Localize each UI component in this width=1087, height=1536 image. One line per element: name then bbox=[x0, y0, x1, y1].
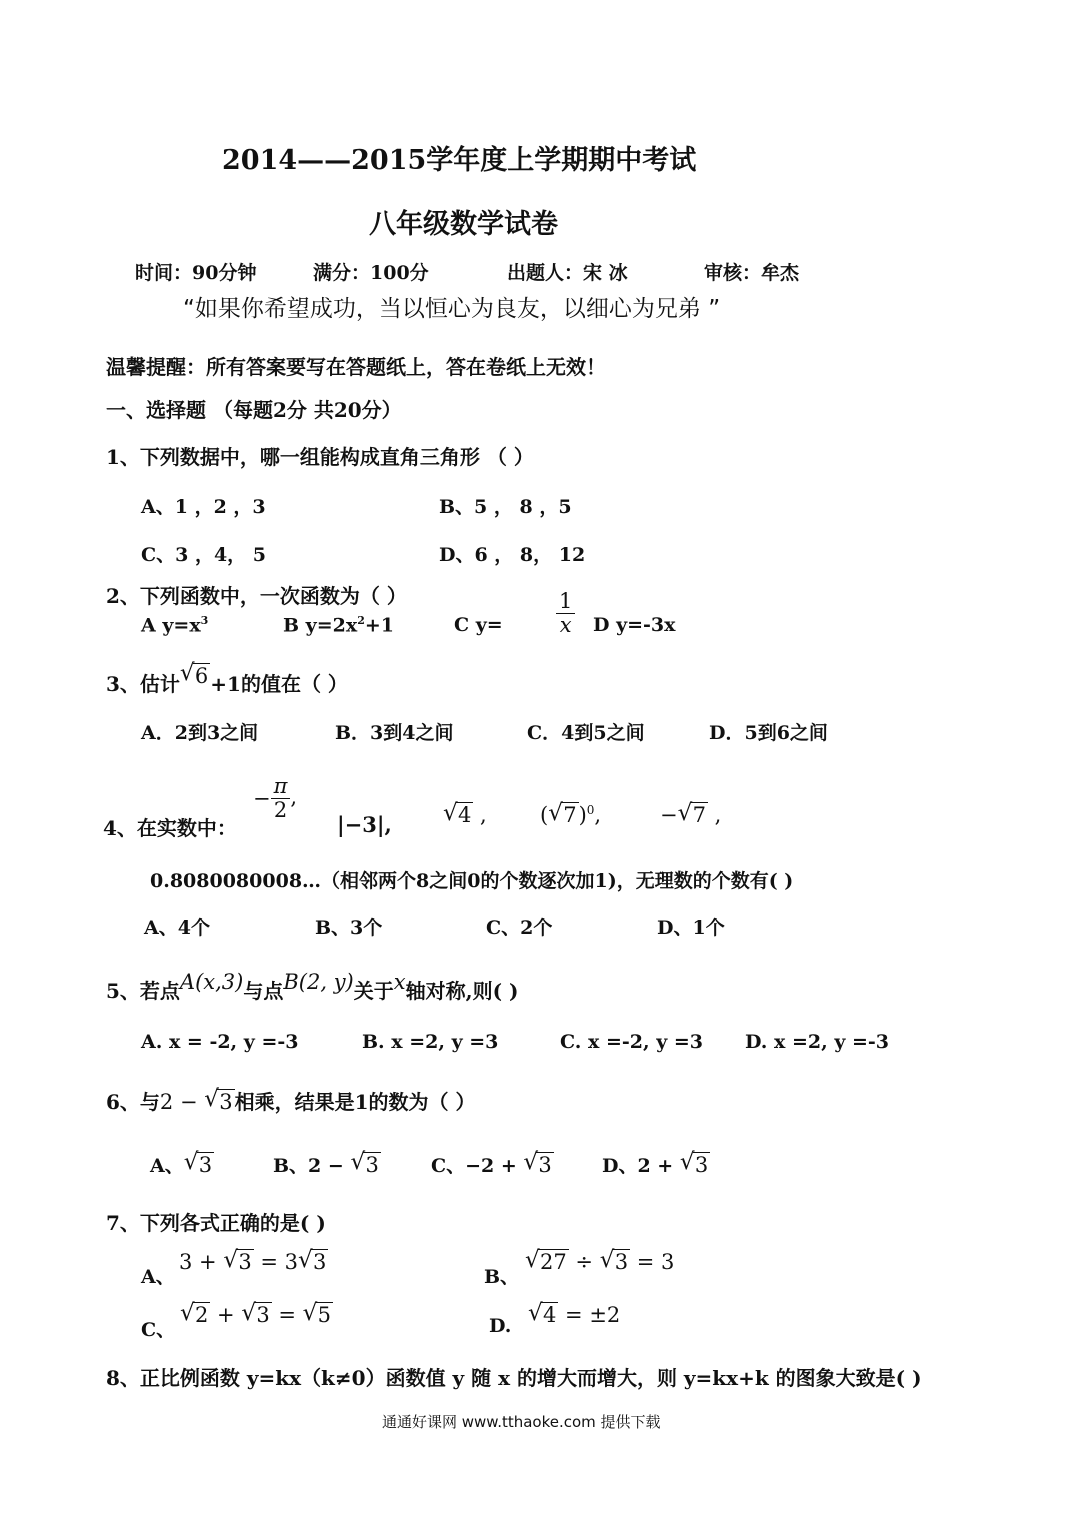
q1-option-a: A、1 ，2 ，3 bbox=[141, 496, 266, 518]
exam-title: 2014——2015学年度上学期期中考试 bbox=[222, 145, 697, 176]
q5-option-c: C. x =-2, y =3 bbox=[560, 1031, 704, 1053]
q2-option-b: B $y=2x^2+1$ bbox=[283, 614, 394, 637]
q7-option-a-label: A、 bbox=[141, 1266, 175, 1288]
exam-author: 出题人：宋 冰 bbox=[507, 262, 628, 284]
q4-sqrt7-power0: (√ 7)$^0$, bbox=[540, 803, 601, 827]
question-2-stem: 2、下列函数中，一次函数为（ ） bbox=[106, 584, 407, 608]
q2-option-a: A $y=x^3$ bbox=[141, 614, 209, 637]
exam-score: 满分：100分 bbox=[313, 262, 429, 284]
q1-option-b: B、5 ， 8 ，5 bbox=[439, 496, 572, 518]
question-6-stem: 6、与2 − √ 3 相乘，结果是1的数为（ ） bbox=[106, 1086, 476, 1115]
q1-option-c: C、3 ，4， 5 bbox=[141, 544, 267, 566]
q4-sqrt-4: √ 4 , bbox=[443, 803, 487, 827]
exam-reviewer: 审核：牟杰 bbox=[704, 262, 800, 284]
q3-option-a: A．2到3之间 bbox=[141, 722, 259, 744]
page-footer: 通通好课网 www.tthaoke.com 提供下载 bbox=[382, 1413, 661, 1431]
motto-quote: “如果你希望成功，当以恒心为良友，以细心为兄弟 ” bbox=[183, 296, 721, 322]
q6-option-d: D、2 + √ 3 bbox=[602, 1151, 710, 1178]
q7-option-c-expr: √ 2 + √ 3 = √ 5 bbox=[180, 1303, 333, 1327]
q6-option-b: B、2 − √ 3 bbox=[273, 1151, 381, 1178]
question-7-stem: 7、下列各式正确的是( ) bbox=[106, 1211, 326, 1235]
q4-neg-sqrt7: −√ 7 , bbox=[660, 803, 721, 827]
q7-option-b-expr: √ 27 ÷ √ 3 = 3 bbox=[525, 1250, 674, 1274]
q4-option-c: C、2个 bbox=[486, 917, 553, 939]
q5-option-d: D. x =2, y =-3 bbox=[745, 1031, 890, 1053]
question-8-stem: 8、正比例函数 y=kx（k≠0）函数值 y 随 x 的增大而增大，则 y=kx+k 的图象大致是( ) bbox=[106, 1366, 922, 1390]
q3-option-c: C．4到5之间 bbox=[527, 722, 645, 744]
q4-option-b: B、3个 bbox=[315, 917, 383, 939]
question-5-stem: 5、若点A(x,3)与点B(2, y)关于x轴对称,则( ) bbox=[106, 970, 519, 1003]
q3-option-b: B．3到4之间 bbox=[335, 722, 454, 744]
reminder: 温馨提醒：所有答案要写在答题纸上，答在卷纸上无效！ bbox=[106, 355, 606, 379]
q6-option-c: C、−2 + √ 3 bbox=[431, 1151, 554, 1178]
q7-option-d-expr: √ 4 = ±2 bbox=[528, 1303, 620, 1327]
q5-option-a: A. x = -2, y =-3 bbox=[141, 1031, 299, 1053]
q3-option-d: D．5到6之间 bbox=[709, 722, 828, 744]
exam-time: 时间：90分钟 bbox=[135, 262, 257, 284]
q7-option-d-label: D. bbox=[489, 1315, 512, 1337]
question-4-stem: 4、在实数中： bbox=[103, 816, 237, 840]
q7-option-c-label: C、 bbox=[141, 1319, 176, 1341]
q6-option-a: A、√ 3 bbox=[150, 1151, 214, 1178]
q7-option-b-label: B、 bbox=[484, 1266, 520, 1288]
q4-option-a: A、4个 bbox=[144, 917, 210, 939]
q4-abs-value: |−3|, bbox=[337, 812, 392, 837]
q1-option-d: D、6 ， 8， 12 bbox=[439, 544, 586, 566]
q7-option-a-expr: 3 + √ 3 = 3√ 3 bbox=[179, 1250, 328, 1274]
q4-line2: 0.8080080008…（相邻两个8之间0的个数逐次加1)，无理数的个数有( ) bbox=[150, 870, 794, 892]
section-heading: 一、选择题 （每题2分 共20分） bbox=[106, 398, 402, 422]
exam-subtitle: 八年级数学试卷 bbox=[369, 209, 558, 240]
question-3-stem: 3、估计√ 6 +1的值在（ ） bbox=[106, 668, 348, 697]
q4-option-d: D、1个 bbox=[657, 917, 725, 939]
q4-neg-pi-over-2: − $\frac{\pi}{2}$ , bbox=[253, 774, 298, 823]
q2-option-d: D y=-3x bbox=[593, 614, 676, 636]
q2-option-c: C y= bbox=[454, 614, 503, 636]
question-1-stem: 1、下列数据中，哪一组能构成直角三角形 （ ） bbox=[106, 445, 534, 469]
q2-fraction: $\frac{1}{x}$ bbox=[556, 590, 575, 637]
q5-option-b: B. x =2, y =3 bbox=[362, 1031, 499, 1053]
